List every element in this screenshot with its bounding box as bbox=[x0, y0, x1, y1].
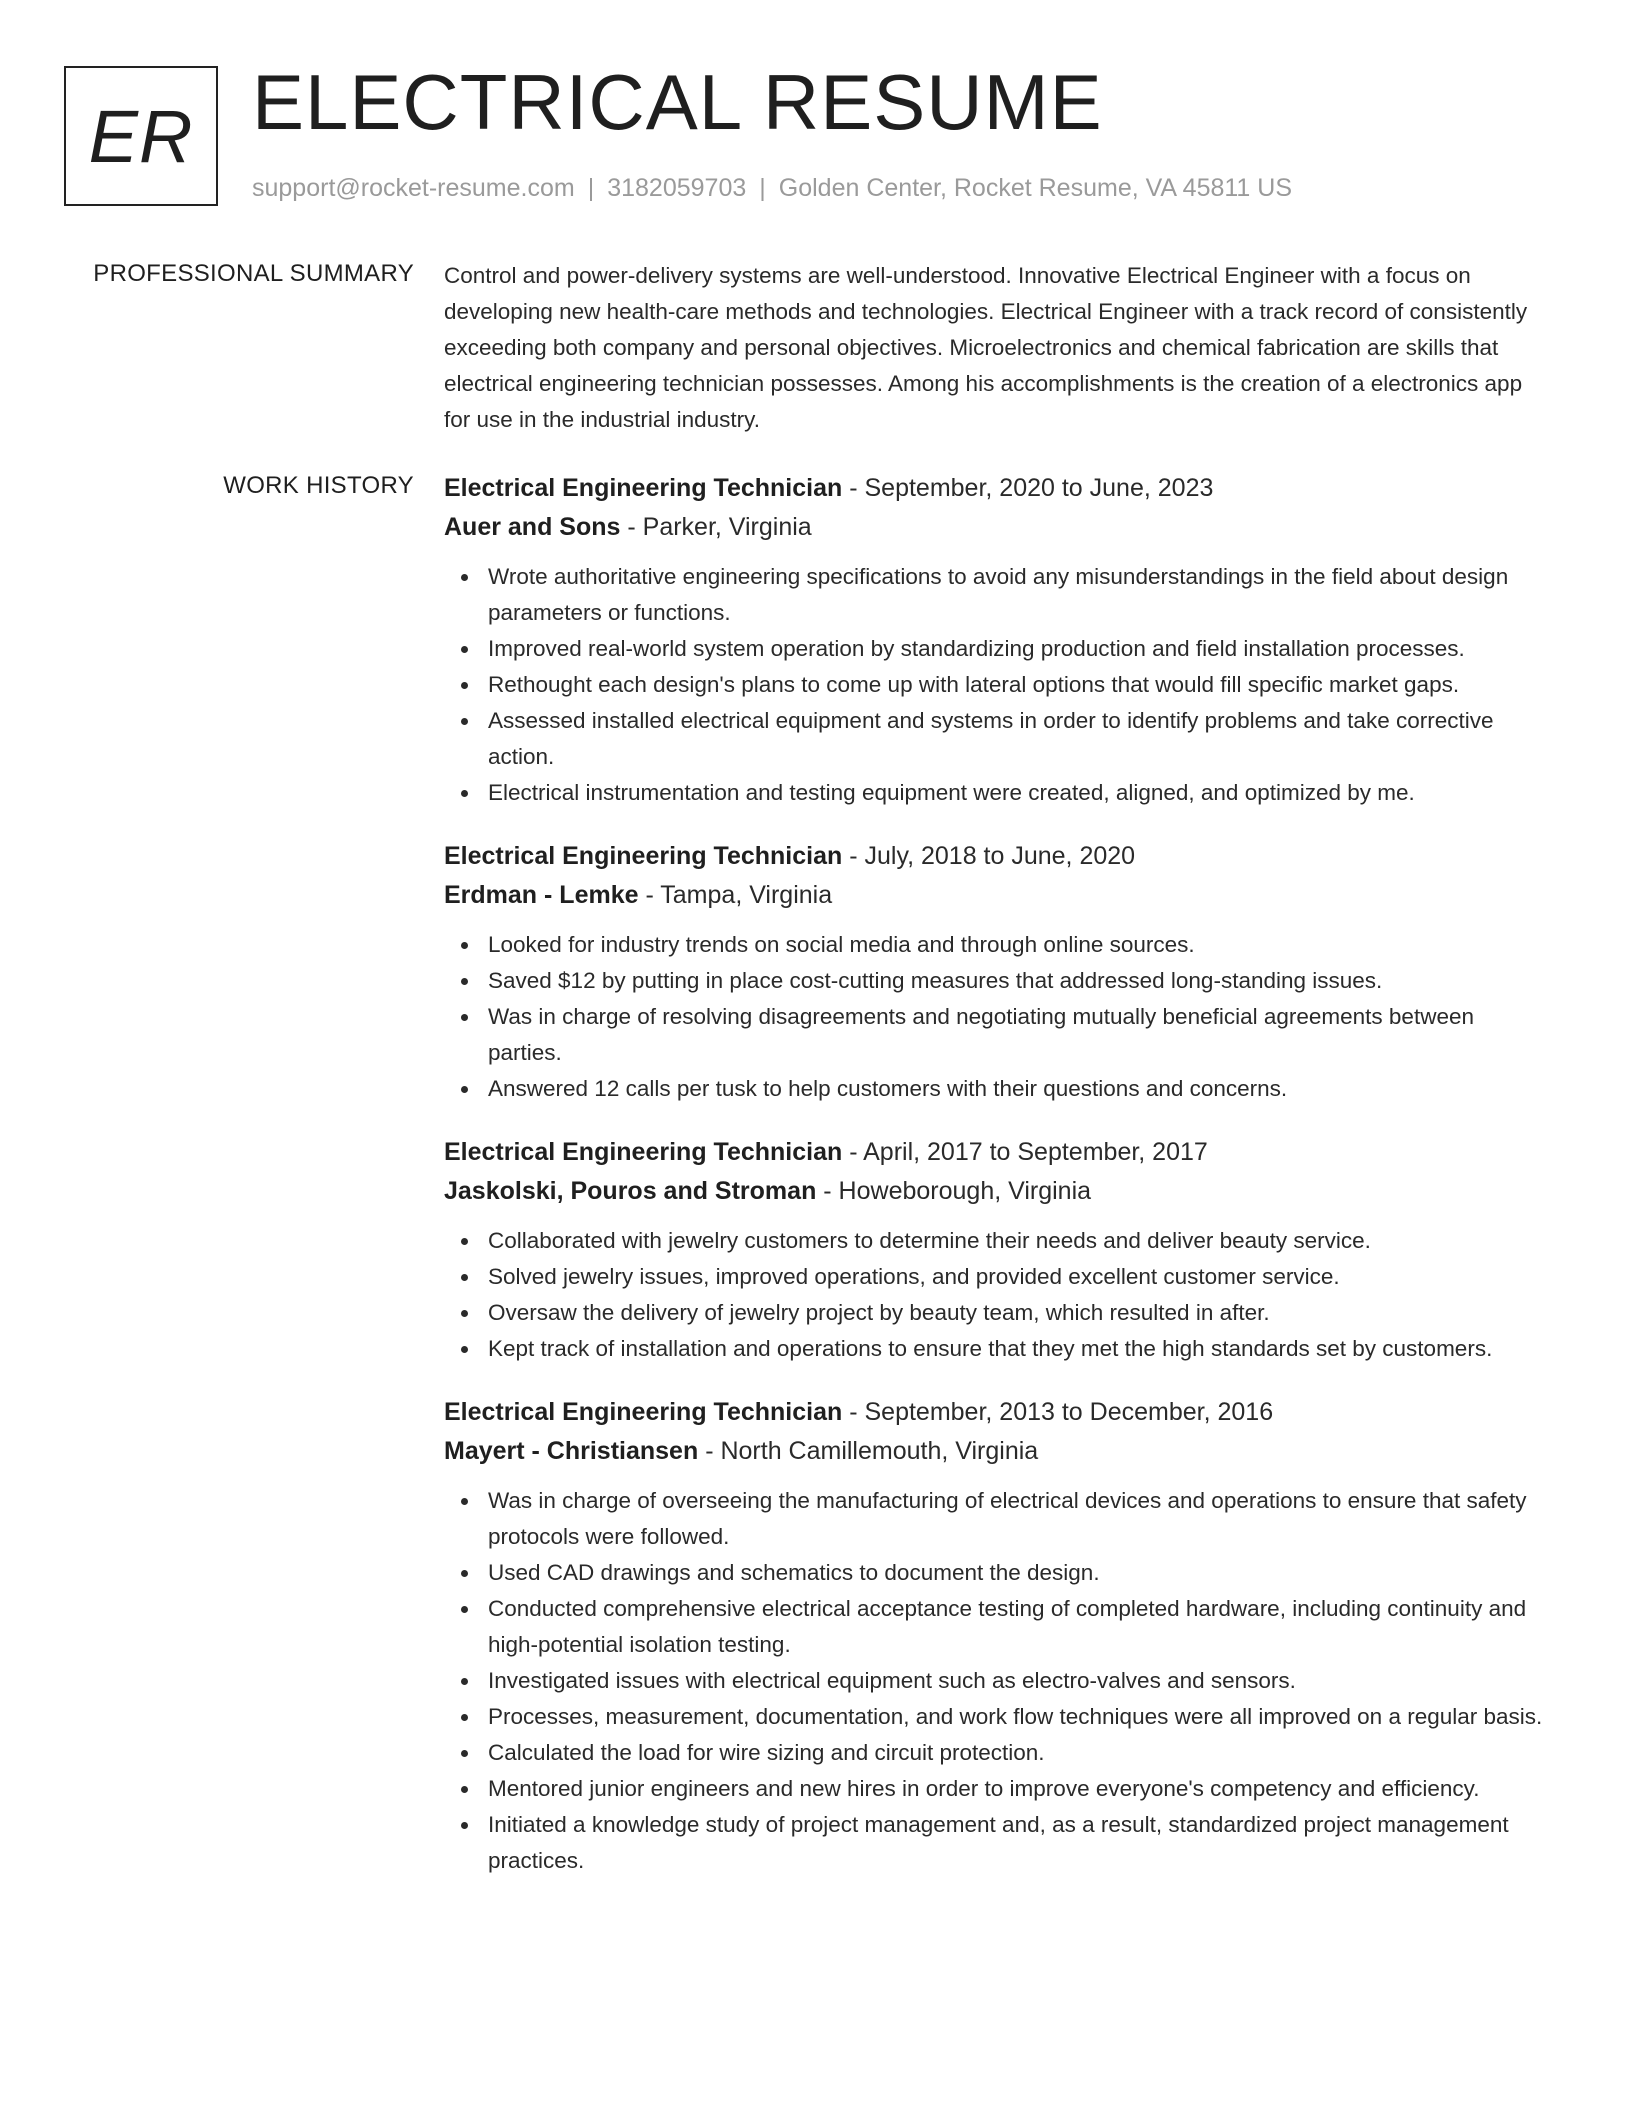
job-dates: - April, 2017 to September, 2017 bbox=[842, 1138, 1208, 1166]
job-bullet: Rethought each design's plans to come up with lateral options that would fill specific market gaps. bbox=[488, 667, 1544, 703]
resume-title: ELECTRICAL RESUME bbox=[252, 58, 1103, 146]
contact-phone: 3182059703 bbox=[607, 174, 747, 202]
summary-heading: PROFESSIONAL SUMMARY bbox=[93, 260, 414, 287]
bullet-dot bbox=[461, 1822, 468, 1829]
contact-separator: | bbox=[587, 174, 595, 202]
job-bullet: Calculated the load for wire sizing and circuit protection. bbox=[488, 1735, 1544, 1771]
bullet-dot bbox=[461, 1310, 468, 1317]
job-bullet: Mentored junior engineers and new hires in order to improve everyone's competency and efficiency. bbox=[488, 1771, 1544, 1807]
job-bullets bbox=[444, 1483, 1544, 1879]
job-bullet: Processes, measurement, documentation, and work flow techniques were all improved on a regular basis. bbox=[488, 1699, 1544, 1735]
bullet-dot bbox=[461, 1714, 468, 1721]
job-company-line bbox=[444, 508, 1544, 547]
bullet-dot bbox=[461, 1086, 468, 1093]
job-title: Electrical Engineering Technician bbox=[444, 1398, 843, 1426]
job-bullet: Conducted comprehensive electrical acceptance testing of completed hardware, including continuity and high-potential isolation testing. bbox=[488, 1591, 1544, 1663]
bullet-dot bbox=[461, 1678, 468, 1685]
bullet-dot bbox=[461, 1238, 468, 1245]
job-dates: - July, 2018 to June, 2020 bbox=[842, 842, 1136, 870]
job-title-line bbox=[444, 837, 1544, 876]
job-bullet: Assessed installed electrical equipment and systems in order to identify problems and take corrective action. bbox=[488, 703, 1544, 775]
job-entry bbox=[444, 1393, 1544, 1879]
job-dates: - September, 2020 to June, 2023 bbox=[842, 474, 1214, 502]
job-bullet: Answered 12 calls per tusk to help customers with their questions and concerns. bbox=[488, 1071, 1544, 1107]
job-title-line bbox=[444, 469, 1544, 508]
contact-line bbox=[252, 174, 1292, 203]
job-entry bbox=[444, 469, 1544, 811]
bullet-dot bbox=[461, 1274, 468, 1281]
bullet-dot bbox=[461, 790, 468, 797]
job-bullet: Solved jewelry issues, improved operations, and provided excellent customer service. bbox=[488, 1259, 1544, 1295]
bullet-dot bbox=[461, 1786, 468, 1793]
job-location: - Parker, Virginia bbox=[620, 513, 812, 541]
job-bullet: Looked for industry trends on social media and through online sources. bbox=[488, 927, 1544, 963]
bullet-dot bbox=[461, 646, 468, 653]
summary-body bbox=[444, 258, 1544, 438]
job-bullet: Collaborated with jewelry customers to determine their needs and deliver beauty service. bbox=[488, 1223, 1544, 1259]
bullet-dot bbox=[461, 682, 468, 689]
job-title: Electrical Engineering Technician bbox=[444, 842, 843, 870]
job-company: Erdman - Lemke bbox=[444, 881, 639, 909]
summary-text: Control and power-delivery systems are well-understood. Innovative Electrical Engineer with a focus on developing new health-care methods and technologies. Electrical Engineer with a track record of consistently exceeding both company and personal objectives. Microelectronics and chemical fabrication are skills that electrical engineering technician possesses. Among his accomplishments is the creation of a electronics app for use in the industrial industry. bbox=[444, 263, 1528, 432]
bullet-dot bbox=[461, 718, 468, 725]
job-title-line bbox=[444, 1133, 1544, 1172]
resume-header bbox=[64, 58, 1568, 216]
bullet-dot bbox=[461, 1498, 468, 1505]
bullet-dot bbox=[461, 1606, 468, 1613]
contact-email: support@rocket-resume.com bbox=[252, 174, 575, 202]
work-history-body bbox=[444, 469, 1544, 1905]
job-bullet: Was in charge of resolving disagreements and negotiating mutually beneficial agreements between parties. bbox=[488, 999, 1544, 1071]
job-bullet: Improved real-world system operation by standardizing production and field installation processes. bbox=[488, 631, 1544, 667]
bullet-dot bbox=[461, 1570, 468, 1577]
work-history-heading: WORK HISTORY bbox=[223, 472, 414, 499]
job-bullet: Wrote authoritative engineering specifications to avoid any misunderstandings in the field about design parameters or functions. bbox=[488, 559, 1544, 631]
job-bullet: Saved $12 by putting in place cost-cutting measures that addressed long-standing issues. bbox=[488, 963, 1544, 999]
job-bullet: Was in charge of overseeing the manufacturing of electrical devices and operations to ensure that safety protocols were followed. bbox=[488, 1483, 1544, 1555]
job-company: Auer and Sons bbox=[444, 513, 621, 541]
job-title: Electrical Engineering Technician bbox=[444, 1138, 843, 1166]
job-bullet: Initiated a knowledge study of project management and, as a result, standardized project management practices. bbox=[488, 1807, 1544, 1879]
job-company-line bbox=[444, 1172, 1544, 1211]
job-bullet: Electrical instrumentation and testing equipment were created, aligned, and optimized by me. bbox=[488, 775, 1544, 811]
job-company-line bbox=[444, 876, 1544, 915]
job-bullets bbox=[444, 1223, 1544, 1367]
bullet-dot bbox=[461, 1014, 468, 1021]
job-bullet: Oversaw the delivery of jewelry project by beauty team, which resulted in after. bbox=[488, 1295, 1544, 1331]
job-location: - North Camillemouth, Virginia bbox=[698, 1437, 1039, 1465]
bullet-dot bbox=[461, 574, 468, 581]
monogram-logo: ER bbox=[64, 66, 218, 206]
job-entry bbox=[444, 1133, 1544, 1367]
job-dates: - September, 2013 to December, 2016 bbox=[842, 1398, 1274, 1426]
contact-address: Golden Center, Rocket Resume, VA 45811 US bbox=[778, 174, 1293, 202]
job-location: - Howeborough, Virginia bbox=[816, 1177, 1092, 1205]
bullet-dot bbox=[461, 1346, 468, 1353]
job-bullet: Investigated issues with electrical equipment such as electro-valves and sensors. bbox=[488, 1663, 1544, 1699]
job-title-line bbox=[444, 1393, 1544, 1432]
job-bullets bbox=[444, 559, 1544, 811]
job-company-line bbox=[444, 1432, 1544, 1471]
bullet-dot bbox=[461, 978, 468, 985]
job-company: Jaskolski, Pouros and Stroman bbox=[444, 1177, 817, 1205]
job-company: Mayert - Christiansen bbox=[444, 1437, 699, 1465]
job-bullet: Kept track of installation and operations to ensure that they met the high standards set by customers. bbox=[488, 1331, 1544, 1367]
job-bullets bbox=[444, 927, 1544, 1107]
job-bullet: Used CAD drawings and schematics to document the design. bbox=[488, 1555, 1544, 1591]
job-title: Electrical Engineering Technician bbox=[444, 474, 843, 502]
bullet-dot bbox=[461, 942, 468, 949]
contact-separator: | bbox=[759, 174, 766, 202]
job-entry bbox=[444, 837, 1544, 1107]
job-location: - Tampa, Virginia bbox=[638, 881, 833, 909]
bullet-dot bbox=[461, 1750, 468, 1757]
